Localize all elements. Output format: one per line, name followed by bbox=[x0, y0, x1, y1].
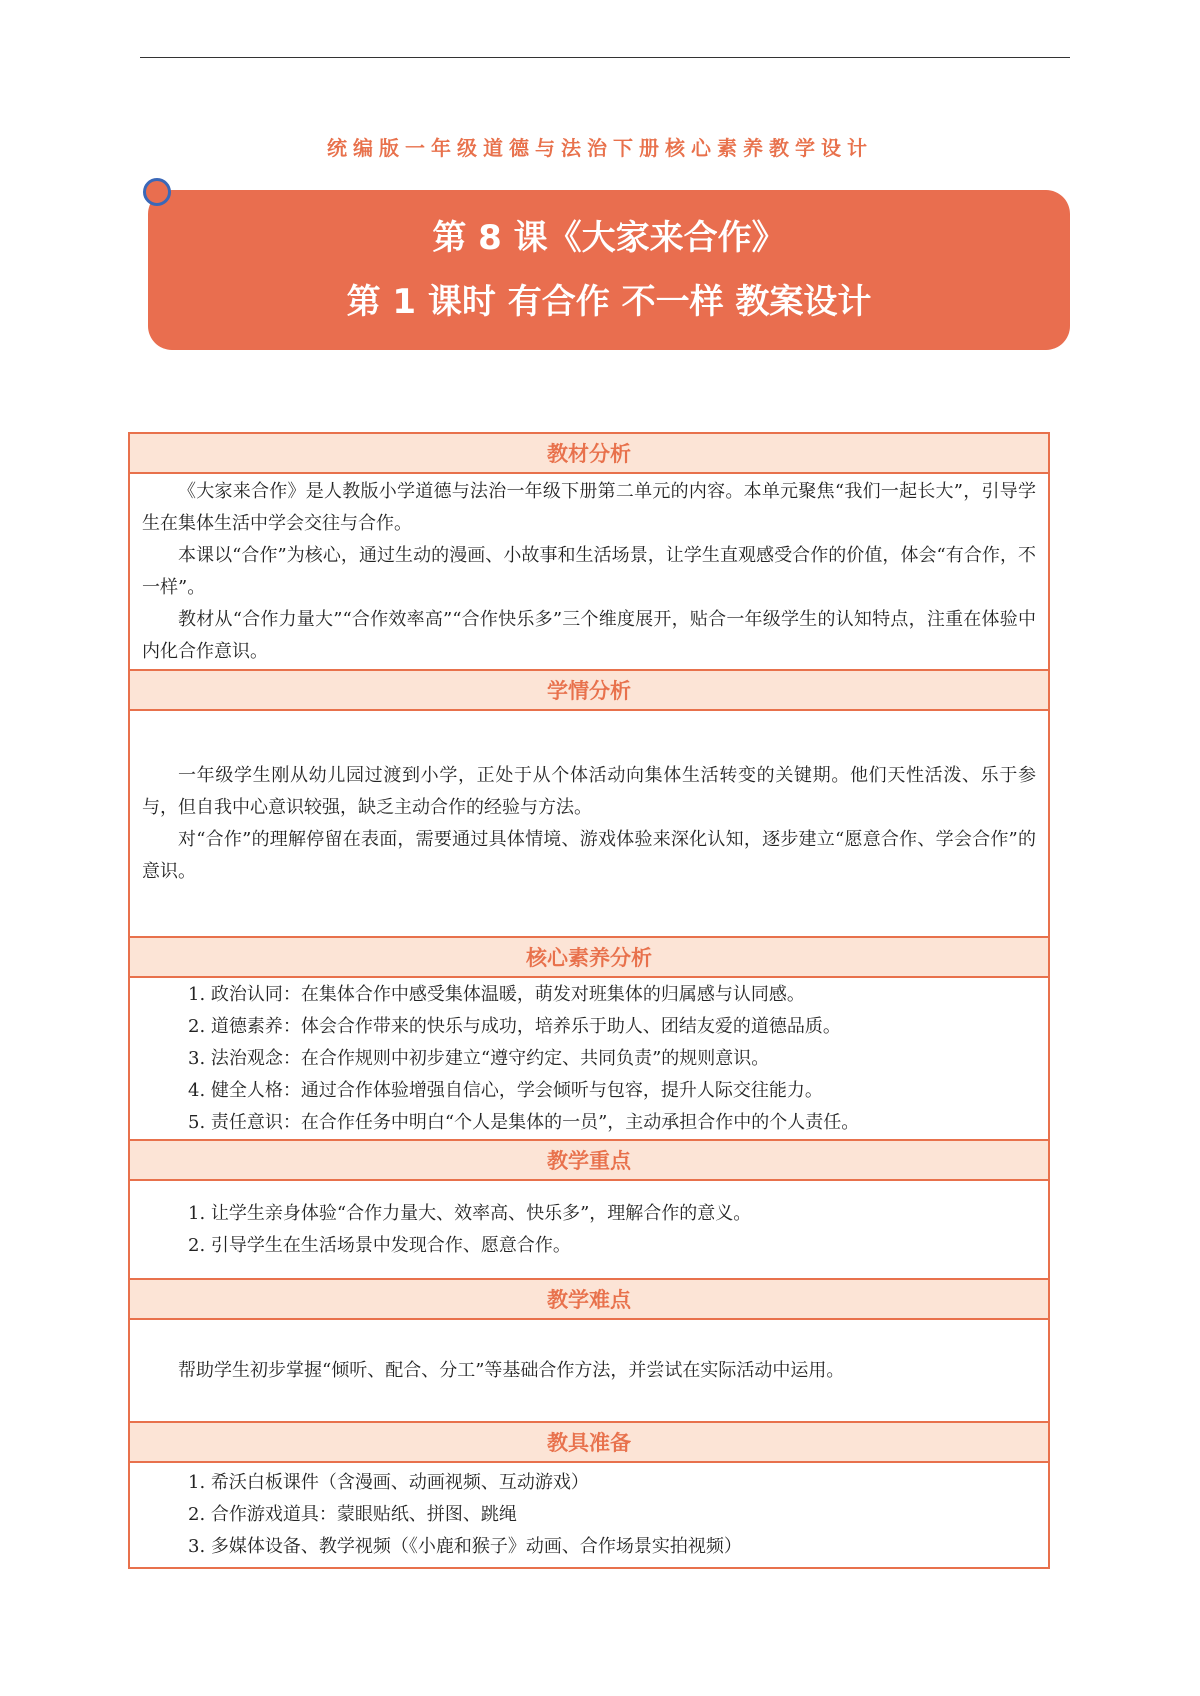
series-title: 统编版一年级道德与法治下册核心素养教学设计 bbox=[327, 136, 873, 160]
banner-dot-decoration bbox=[143, 178, 171, 206]
paragraph: 教材从“合作力量大”“合作效率高”“合作快乐多”三个维度展开，贴合一年级学生的认知特点，注重在体验中内化合作意识。 bbox=[142, 608, 1036, 662]
top-rule bbox=[140, 57, 1070, 58]
paragraph: 一年级学生刚从幼儿园过渡到小学，正处于从个体活动向集体生活转变的关键期。他们天性活泼、乐于参与，但自我中心意识较强，缺乏主动合作的经验与方法。 bbox=[142, 764, 1036, 818]
section-header-students: 学情分析 bbox=[130, 671, 1048, 711]
paragraph: 帮助学生初步掌握“倾听、配合、分工”等基础合作方法，并尝试在实际活动中运用。 bbox=[178, 1359, 845, 1381]
paragraph: 本课以“合作”为核心，通过生动的漫画、小故事和生活场景，让学生直观感受合作的价值，体会“有合作，不一样”。 bbox=[142, 544, 1036, 598]
list-item: 2. 合作游戏道具：蒙眼贴纸、拼图、跳绳 bbox=[188, 1504, 517, 1525]
section-body-students bbox=[130, 711, 1048, 938]
list-item: 3. 多媒体设备、教学视频（《小鹿和猴子》动画、合作场景实拍视频） bbox=[188, 1536, 742, 1557]
section-body-materials bbox=[130, 1463, 1048, 1567]
section-body-literacy bbox=[130, 978, 1048, 1141]
list-item: 5. 责任意识：在合作任务中明白“个人是集体的一员”，主动承担合作中的个人责任。 bbox=[188, 1111, 860, 1133]
section-header-materials: 教具准备 bbox=[130, 1423, 1048, 1463]
section-header-textbook: 教材分析 bbox=[130, 434, 1048, 474]
list-item: 1. 让学生亲身体验“合作力量大、效率高、快乐多”，理解合作的意义。 bbox=[188, 1202, 752, 1224]
section-header-literacy: 核心素养分析 bbox=[130, 938, 1048, 978]
list-item: 1. 希沃白板课件（含漫画、动画视频、互动游戏） bbox=[188, 1472, 589, 1493]
section-body-textbook bbox=[130, 474, 1048, 671]
section-body-focus bbox=[130, 1181, 1048, 1280]
list-item: 2. 引导学生在生活场景中发现合作、愿意合作。 bbox=[188, 1234, 571, 1256]
session-title: 第 1 课时 有合作 不一样 教案设计 bbox=[346, 282, 872, 322]
list-item: 2. 道德素养：体会合作带来的快乐与成功，培养乐于助人、团结友爱的道德品质。 bbox=[188, 1015, 841, 1037]
list-item: 4. 健全人格：通过合作体验增强自信心，学会倾听与包容，提升人际交往能力。 bbox=[188, 1079, 823, 1101]
list-item: 1. 政治认同：在集体合作中感受集体温暖，萌发对班集体的归属感与认同感。 bbox=[188, 983, 805, 1005]
section-body-difficulty bbox=[130, 1320, 1048, 1423]
section-header-difficulty: 教学难点 bbox=[130, 1280, 1048, 1320]
section-header-focus: 教学重点 bbox=[130, 1141, 1048, 1181]
list-item: 3. 法治观念：在合作规则中初步建立“遵守约定、共同负责”的规则意识。 bbox=[188, 1047, 770, 1069]
lesson-title: 第 8 课《大家来合作》 bbox=[432, 218, 786, 258]
paragraph: 对“合作”的理解停留在表面，需要通过具体情境、游戏体验来深化认知，逐步建立“愿意合作、学会合作”的意识。 bbox=[142, 828, 1036, 882]
title-banner bbox=[148, 190, 1070, 350]
lesson-plan-table bbox=[128, 432, 1050, 1569]
paragraph: 《大家来合作》是人教版小学道德与法治一年级下册第二单元的内容。本单元聚焦“我们一起长大”，引导学生在集体生活中学会交往与合作。 bbox=[142, 480, 1036, 534]
